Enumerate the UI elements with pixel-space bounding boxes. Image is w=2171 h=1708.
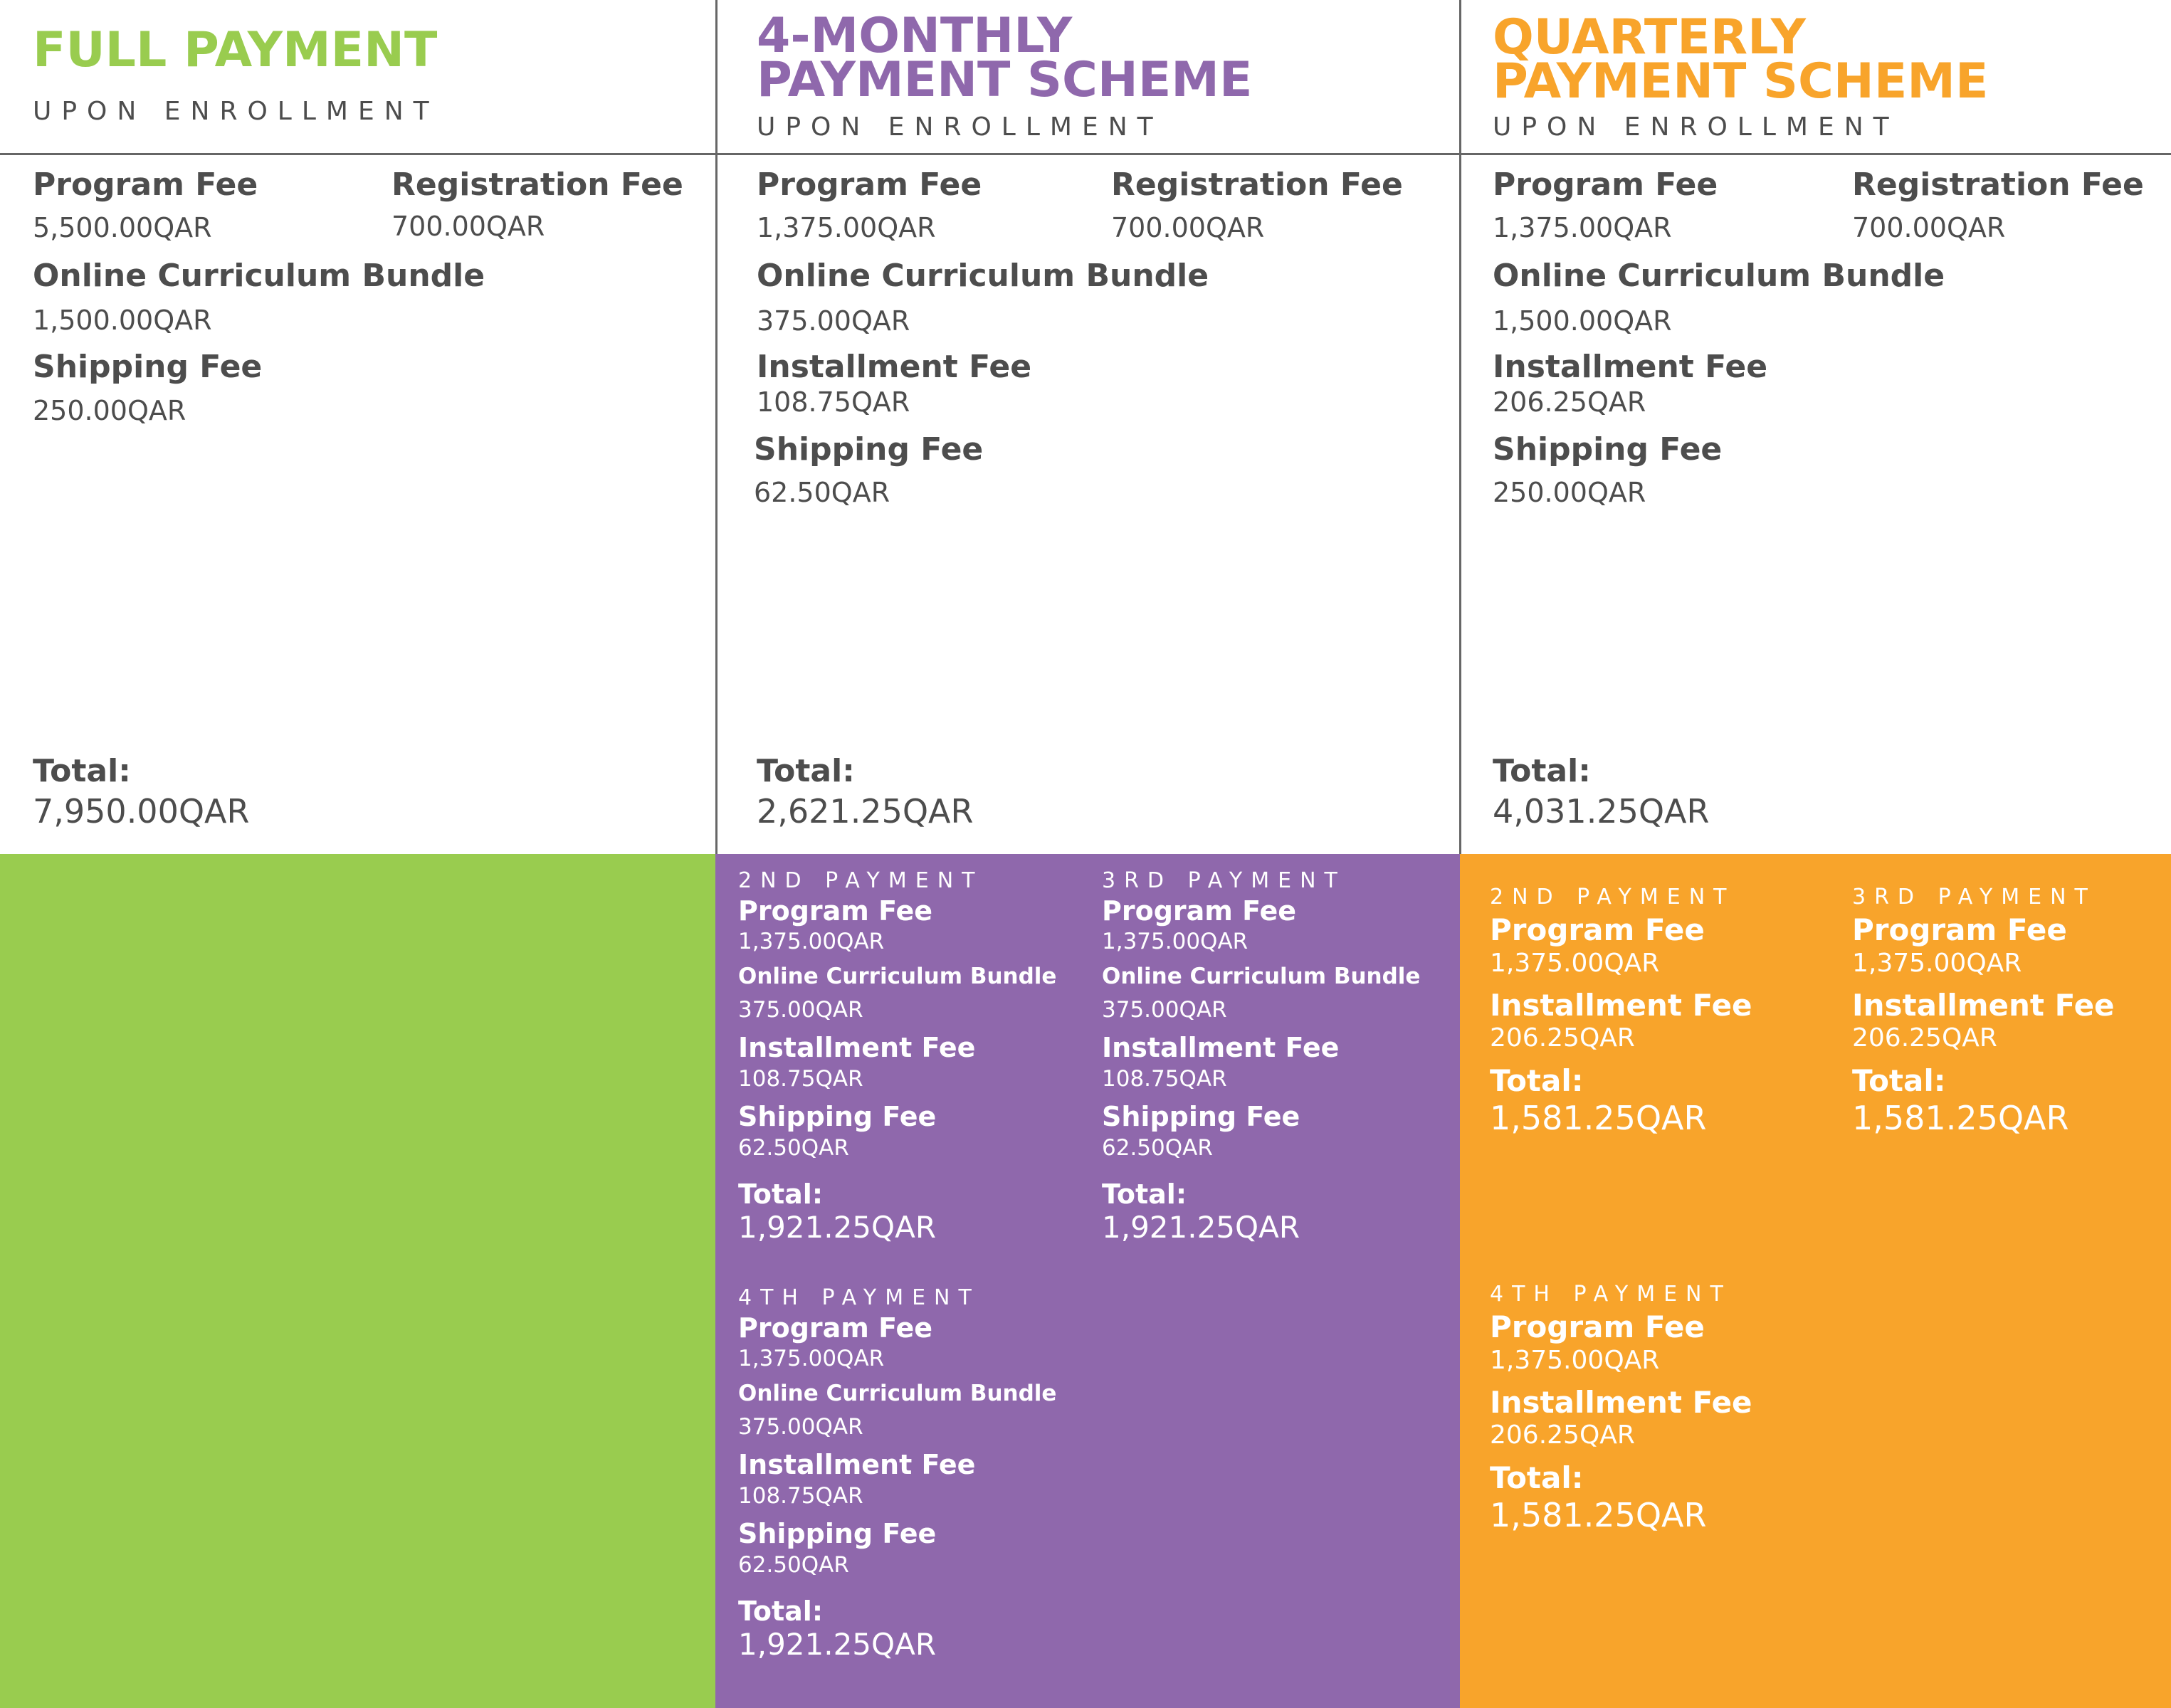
payment-heading: 3RD PAYMENT bbox=[1102, 868, 1346, 893]
installment-fee-value: 108.75QAR bbox=[738, 1483, 863, 1509]
program-fee-value: 1,375.00QAR bbox=[757, 212, 936, 243]
shipping-fee-label: Shipping Fee bbox=[738, 1518, 937, 1549]
payment-heading: 2ND PAYMENT bbox=[738, 868, 984, 893]
bundle-label: Online Curriculum Bundle bbox=[1102, 964, 1421, 989]
monthly-title-line2: PAYMENT SCHEME bbox=[757, 52, 1253, 108]
payment-heading: 4TH PAYMENT bbox=[1490, 1282, 1732, 1307]
installment-fee-label: Installment Fee bbox=[738, 1449, 976, 1480]
monthly-title-line1: 4-MONTHLY bbox=[757, 8, 1073, 64]
program-fee-label: Program Fee bbox=[1490, 1309, 1705, 1344]
shipping-fee-value: 250.00QAR bbox=[33, 395, 186, 426]
program-fee-value: 1,375.00QAR bbox=[1490, 949, 1660, 978]
total-value: 1,581.25QAR bbox=[1490, 1496, 1707, 1534]
total-value: 1,581.25QAR bbox=[1852, 1099, 2069, 1137]
bundle-value: 375.00QAR bbox=[738, 1414, 863, 1440]
bundle-value: 375.00QAR bbox=[757, 305, 910, 337]
full-payment-column bbox=[0, 0, 715, 1708]
shipping-fee-label: Shipping Fee bbox=[738, 1101, 937, 1132]
program-fee-value: 1,375.00QAR bbox=[1493, 212, 1672, 243]
program-fee-label: Program Fee bbox=[1102, 895, 1297, 927]
installment-fee-value: 206.25QAR bbox=[1490, 1420, 1635, 1450]
installment-fee-value: 206.25QAR bbox=[1490, 1023, 1635, 1053]
total-label: Total: bbox=[757, 753, 855, 789]
monthly-subtitle: UPON ENROLLMENT bbox=[757, 112, 1163, 142]
installment-fee-label: Installment Fee bbox=[757, 349, 1032, 385]
quarterly-subtitle: UPON ENROLLMENT bbox=[1493, 112, 1899, 142]
shipping-fee-label: Shipping Fee bbox=[1493, 431, 1723, 468]
shipping-fee-label: Shipping Fee bbox=[33, 349, 263, 385]
total-label: Total: bbox=[1852, 1063, 1946, 1098]
total-label: Total: bbox=[1493, 753, 1591, 789]
program-fee-value: 1,375.00QAR bbox=[1102, 929, 1249, 954]
payment-heading: 2ND PAYMENT bbox=[1490, 885, 1735, 910]
total-value: 4,031.25QAR bbox=[1493, 792, 1710, 831]
installment-fee-label: Installment Fee bbox=[738, 1032, 976, 1063]
bundle-label: Online Curriculum Bundle bbox=[738, 964, 1057, 989]
total-label: Total: bbox=[1102, 1179, 1187, 1210]
total-value: 1,921.25QAR bbox=[738, 1210, 937, 1245]
bundle-value: 1,500.00QAR bbox=[33, 305, 212, 336]
installment-fee-value: 108.75QAR bbox=[738, 1066, 863, 1092]
bundle-value: 375.00QAR bbox=[738, 997, 863, 1023]
registration-fee-label: Registration Fee bbox=[1852, 167, 2144, 203]
registration-fee-label: Registration Fee bbox=[391, 167, 683, 203]
bundle-label: Online Curriculum Bundle bbox=[1493, 258, 1945, 294]
total-value: 1,581.25QAR bbox=[1490, 1099, 1707, 1137]
shipping-fee-label: Shipping Fee bbox=[754, 431, 984, 468]
program-fee-value: 1,375.00QAR bbox=[738, 929, 885, 954]
quarterly-title-line1: QUARTERLY bbox=[1493, 9, 1807, 65]
payment-heading: 4TH PAYMENT bbox=[738, 1285, 980, 1310]
total-value: 7,950.00QAR bbox=[33, 792, 250, 831]
program-fee-value: 1,375.00QAR bbox=[738, 1346, 885, 1371]
shipping-fee-label: Shipping Fee bbox=[1102, 1101, 1300, 1132]
shipping-fee-value: 62.50QAR bbox=[754, 477, 890, 508]
program-fee-label: Program Fee bbox=[738, 1312, 933, 1344]
total-label: Total: bbox=[738, 1179, 824, 1210]
total-label: Total: bbox=[1490, 1460, 1584, 1495]
program-fee-label: Program Fee bbox=[1493, 167, 1718, 203]
total-value: 1,921.25QAR bbox=[1102, 1210, 1300, 1245]
bundle-value: 1,500.00QAR bbox=[1493, 305, 1672, 337]
full-payment-subtitle: UPON ENROLLMENT bbox=[33, 97, 439, 126]
program-fee-label: Program Fee bbox=[757, 167, 982, 203]
payment-heading: 3RD PAYMENT bbox=[1852, 885, 2096, 910]
bundle-label: Online Curriculum Bundle bbox=[757, 258, 1209, 294]
total-label: Total: bbox=[33, 753, 131, 789]
installment-fee-value: 206.25QAR bbox=[1493, 386, 1646, 418]
bundle-label: Online Curriculum Bundle bbox=[738, 1381, 1057, 1406]
registration-fee-label: Registration Fee bbox=[1111, 167, 1403, 203]
total-label: Total: bbox=[738, 1596, 824, 1627]
quarterly-payment-column bbox=[1460, 0, 2171, 1708]
program-fee-label: Program Fee bbox=[1490, 912, 1705, 947]
total-value: 1,921.25QAR bbox=[738, 1627, 937, 1662]
bundle-value: 375.00QAR bbox=[1102, 997, 1227, 1023]
shipping-fee-value: 62.50QAR bbox=[738, 1135, 849, 1161]
installment-fee-label: Installment Fee bbox=[1490, 988, 1752, 1023]
full-payment-title: FULL PAYMENT bbox=[33, 22, 438, 78]
bundle-label: Online Curriculum Bundle bbox=[33, 258, 485, 294]
program-fee-label: Program Fee bbox=[33, 167, 258, 203]
quarterly-title-line2: PAYMENT SCHEME bbox=[1493, 53, 1989, 110]
installment-fee-value: 108.75QAR bbox=[1102, 1066, 1227, 1092]
registration-fee-value: 700.00QAR bbox=[1111, 212, 1265, 243]
shipping-fee-value: 62.50QAR bbox=[738, 1552, 849, 1578]
installment-fee-value: 108.75QAR bbox=[757, 386, 910, 418]
registration-fee-value: 700.00QAR bbox=[1852, 212, 2006, 243]
shipping-fee-value: 62.50QAR bbox=[1102, 1135, 1213, 1161]
installment-fee-label: Installment Fee bbox=[1102, 1032, 1340, 1063]
total-label: Total: bbox=[1490, 1063, 1584, 1098]
installment-fee-label: Installment Fee bbox=[1493, 349, 1768, 385]
total-value: 2,621.25QAR bbox=[757, 792, 974, 831]
installment-fee-label: Installment Fee bbox=[1852, 988, 2115, 1023]
program-fee-value: 1,375.00QAR bbox=[1490, 1346, 1660, 1375]
program-fee-value: 5,500.00QAR bbox=[33, 212, 212, 243]
program-fee-label: Program Fee bbox=[1852, 912, 2067, 947]
program-fee-label: Program Fee bbox=[738, 895, 933, 927]
monthly-payment-column bbox=[715, 0, 1460, 1708]
program-fee-value: 1,375.00QAR bbox=[1852, 949, 2022, 978]
installment-fee-value: 206.25QAR bbox=[1852, 1023, 1997, 1053]
installment-fee-label: Installment Fee bbox=[1490, 1385, 1752, 1420]
registration-fee-value: 700.00QAR bbox=[391, 211, 545, 242]
shipping-fee-value: 250.00QAR bbox=[1493, 477, 1646, 508]
